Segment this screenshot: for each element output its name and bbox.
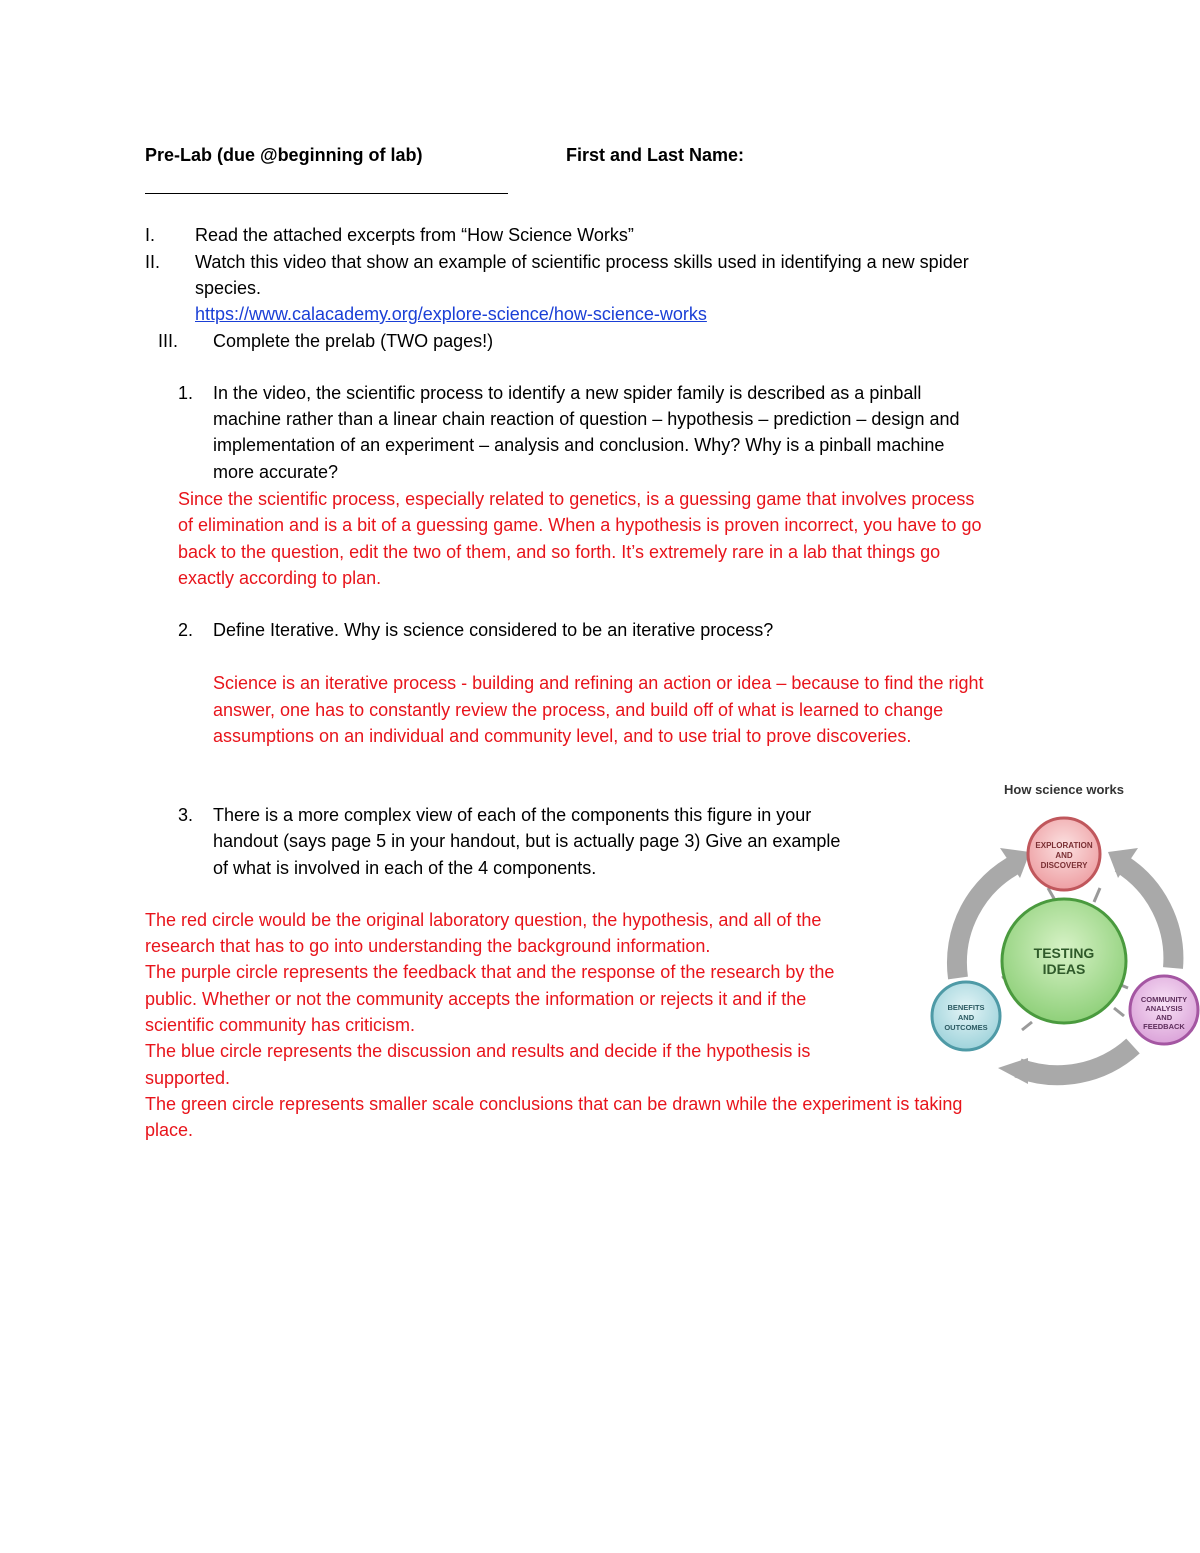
answer-text: The red circle would be the original laboratory question, the hypothesis, and all of the — [145, 910, 822, 930]
answer-text: The blue circle represents the discussion and results and decide if the hypothesis is — [145, 1041, 811, 1061]
instruction-text: Complete the prelab (TWO pages!) — [213, 331, 494, 351]
answer-text: place. — [145, 1120, 194, 1140]
question-text: implementation of an experiment – analysis and conclusion. Why? Why is a pinball machine — [213, 435, 945, 455]
question-text: Define Iterative. Why is science considered to be an iterative process? — [213, 620, 774, 640]
answer-text: scientific community has criticism. — [145, 1015, 416, 1035]
answer-text: answer, one has to constantly review the process, and build off of what is learned to change — [213, 700, 944, 720]
answer-text: assumptions on an individual and community level, and to use trial to prove discoveries. — [213, 726, 912, 746]
instruction-text: species. — [195, 278, 262, 298]
benefits-label: OUTCOMES — [944, 1023, 988, 1032]
prelab-title: Pre-Lab (due @beginning of lab) — [145, 145, 423, 165]
video-link[interactable]: https://www.calacademy.org/explore-science/how-science-works — [195, 304, 707, 324]
testing-ideas-label: TESTING — [1033, 945, 1095, 961]
answer-text: of elimination and is a bit of a guessing game. When a hypothesis is proven incorrect, you have to go — [178, 515, 982, 535]
instruction-numeral: III. — [158, 331, 179, 351]
answer-text: supported. — [145, 1068, 231, 1088]
question-text: There is a more complex view of each of the components this figure in your — [213, 805, 812, 825]
community-label: COMMUNITY — [1140, 995, 1188, 1004]
answer-text: research that has to go into understanding the background information. — [145, 936, 711, 956]
exploration-label: DISCOVERY — [1040, 861, 1088, 870]
name-underline — [145, 193, 508, 194]
benefits-label: BENEFITS — [947, 1003, 985, 1012]
answer-text: public. Whether or not the community accepts the information or rejects it and if the — [145, 989, 807, 1009]
community-label: ANALYSIS — [1145, 1004, 1183, 1013]
testing-ideas-label: IDEAS — [1042, 961, 1086, 977]
instruction-numeral: I. — [145, 225, 156, 245]
question-text: In the video, the scientific process to identify a new spider family is described as a pinball — [213, 383, 922, 403]
figure-title: How science works — [1004, 782, 1124, 797]
benefits-label: AND — [957, 1013, 975, 1022]
question-text: handout (says page 5 in your handout, but is actually page 3) Give an example — [213, 831, 841, 851]
question-text: more accurate? — [213, 462, 339, 482]
community-label: FEEDBACK — [1143, 1022, 1185, 1031]
exploration-label: AND — [1055, 851, 1073, 860]
answer-text: Science is an iterative process - building and refining an action or idea – because to find the right — [213, 673, 984, 693]
answer-text: Since the scientific process, especially related to genetics, is a guessing game that involves process — [178, 489, 975, 509]
instruction-numeral: II. — [145, 252, 161, 272]
answer-text: The purple circle represents the feedback that and the response of the research by the — [145, 962, 835, 982]
question-number: 2. — [178, 620, 194, 640]
question-number: 1. — [178, 383, 194, 403]
instruction-text: Watch this video that show an example of scientific process skills used in identifying a new spider — [195, 252, 969, 272]
instruction-text: Read the attached excerpts from “How Science Works” — [195, 225, 634, 245]
answer-text: The green circle represents smaller scale conclusions that can be drawn while the experiment is taking — [145, 1094, 963, 1114]
exploration-label: EXPLORATION — [1035, 841, 1093, 850]
question-text: machine rather than a linear chain reaction of question – hypothesis – prediction – design and — [213, 409, 960, 429]
name-label: First and Last Name: — [566, 145, 745, 165]
community-label: AND — [1155, 1013, 1173, 1022]
question-number: 3. — [178, 805, 194, 825]
answer-text: exactly according to plan. — [178, 568, 382, 588]
how-science-works-figure — [928, 778, 1200, 1088]
question-text: of what is involved in each of the 4 components. — [213, 858, 597, 878]
answer-text: back to the question, edit the two of them, and so forth. It’s extremely rare in a lab that things go — [178, 542, 941, 562]
